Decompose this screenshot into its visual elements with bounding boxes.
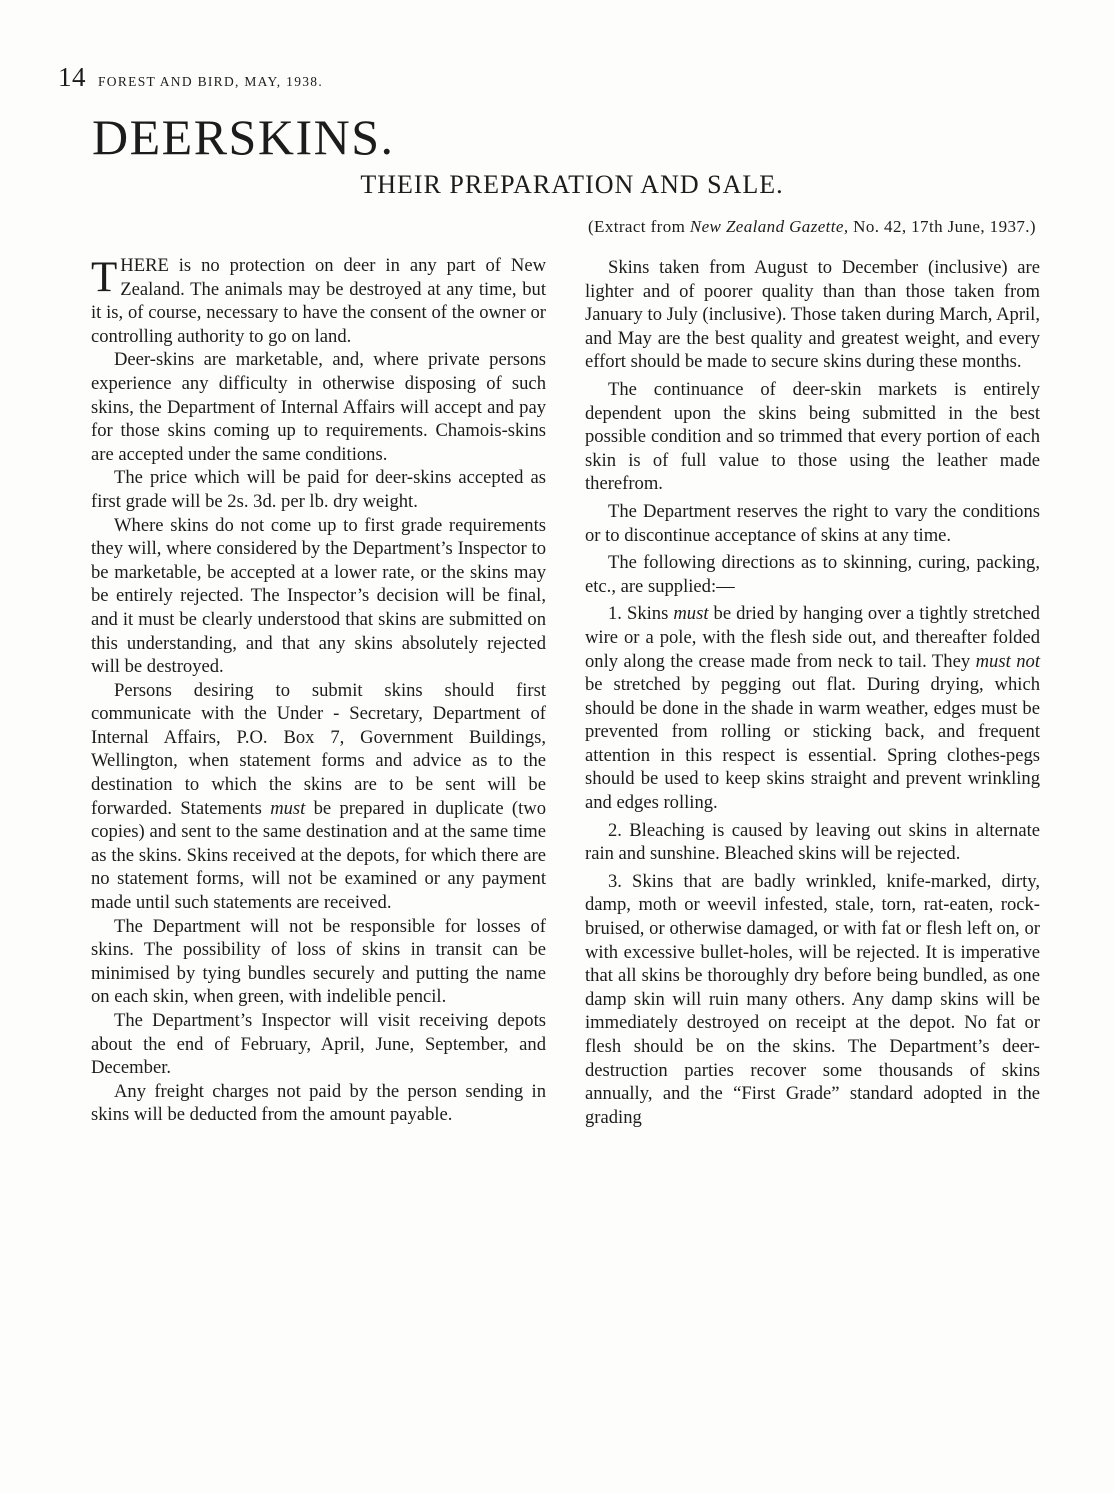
left-column [91,254,546,1127]
paragraph: The Department will not be responsible for losses of skins. The possibility of loss of skins in transit can be minimised by tying bundles securely and putting the name on each skin, when green, with indelible pencil. [91,915,546,1008]
emphasis-text: must [270,797,306,819]
paragraph: 3. Skins that are badly wrinkled, knife-marked, dirty, damp, moth or weevil infested, stale, torn, rat-eaten, rock-bruised, or otherwise damaged, or with fat or flesh left on, or with excessive bullet-holes, will be rejected. It is imperative that all skins be thoroughly dry before being bundled, as one damp skin will ruin many others. Any damp skins will be immediately destroyed on receipt at the depot. No fat or flesh should be on the skins. The Department’s deer-destruction parties recover some thousands of skins annually, and the “First Grade” standard adopted in the grading [585,870,1040,1128]
article-subtitle: THEIR PREPARATION AND SALE. [360,170,784,199]
paragraph [91,254,546,348]
running-header [58,62,323,93]
article-title: DEERSKINS. [92,109,395,165]
paragraph-text: be dried by hanging over a tightly stretched wire or a pole, with the flesh side out, and thereafter folded only along the crease made from neck to tail. They [585,603,1040,672]
paragraph: Skins taken from August to December (inclusive) are lighter and of poorer quality than than those taken from January to July (inclusive). Those taken during March, April, and May are the best quality and greatest weight, and every effort should be made to secure skins during these months. [585,257,1040,373]
paragraph: Where skins do not come up to first grade requirements they will, where considered by the Department’s Inspector to be marketable, be accepted at a lower rate, or the skins may be entirely rejected. The Inspector’s decision will be final, and it must be clearly understood that skins are submitted on this understanding, and that any skins absolutely rejected will be destroyed. [91,514,546,678]
drop-cap: T [91,254,118,301]
paragraph: 2. Bleaching is caused by leaving out skins in alternate rain and sunshine. Bleached skins will be rejected. [585,819,1040,865]
source-prefix: (Extract from [587,217,690,236]
source-publication: New Zealand Gazette, [689,217,849,236]
paragraph: Deer-skins are marketable, and, where private persons experience any difficulty in otherwise disposing of such skins, the Department of Internal Affairs will accept and pay for those skins coming up to requirements. Chamois-skins are accepted under the same conditions. [91,349,546,465]
paragraph: The continuance of deer-skin markets is entirely dependent upon the skins being submitted in the best possible condition and so trimmed that every portion of each skin is of full value to those using the leather made therefrom. [585,378,1040,495]
emphasis-text: must [673,603,709,625]
paragraph [585,602,1040,814]
source-suffix: No. 42, 17th June, 1937.) [848,217,1036,236]
source-citation [588,217,1036,237]
running-title: FOREST AND BIRD, MAY, 1938. [98,74,324,89]
paragraph-text: Persons desiring to submit skins should first communicate with the Under - Secretary, Department of Internal Affairs, P.O. Box 7, Government Buildings, Wellington, when statement forms and advice as to the destination to which the skins are to be sent will be forwarded. Statements [91,679,546,819]
paragraph: The price which will be paid for deer-skins accepted as first grade will be 2s. 3d. per lb. dry weight. [91,467,546,512]
emphasis-text: must not [975,650,1040,672]
paragraph [91,679,546,915]
paragraph: Any freight charges not paid by the person sending in skins will be deducted from the amount payable. [91,1080,546,1126]
paragraph-text: 1. Skins [608,603,674,625]
paragraph: The following directions as to skinning, curing, packing, etc., are supplied:— [585,552,1040,597]
right-column [585,256,1040,1133]
paragraph-text: HERE is no protection on deer in any part of New Zealand. The animals may be destroyed at any time, but it is, of course, necessary to have the consent of the owner or controlling authority to go on land. [91,255,546,347]
paragraph-text: be prepared in duplicate (two copies) and sent to the same destination and at the same time as the skins. Skins received at the depots, for which there are no statement forms, will not be examined or any payment made until such statements are received. [91,797,546,914]
paragraph: The Department reserves the right to vary the conditions or to discontinue acceptance of skins at any time. [585,500,1040,546]
paragraph-text: be stretched by pegging out flat. During drying, which should be done in the shade in warm weather, edges must be prevented from rolling or sticking back, and frequent attention in this respect is essential. Spring clothes-pegs should be used to keep skins straight and prevent wrinkling and edges rolling. [585,674,1040,814]
paragraph: The Department’s Inspector will visit receiving depots about the end of February, April, June, September, and December. [91,1010,546,1079]
page-number: 14 [58,62,86,92]
